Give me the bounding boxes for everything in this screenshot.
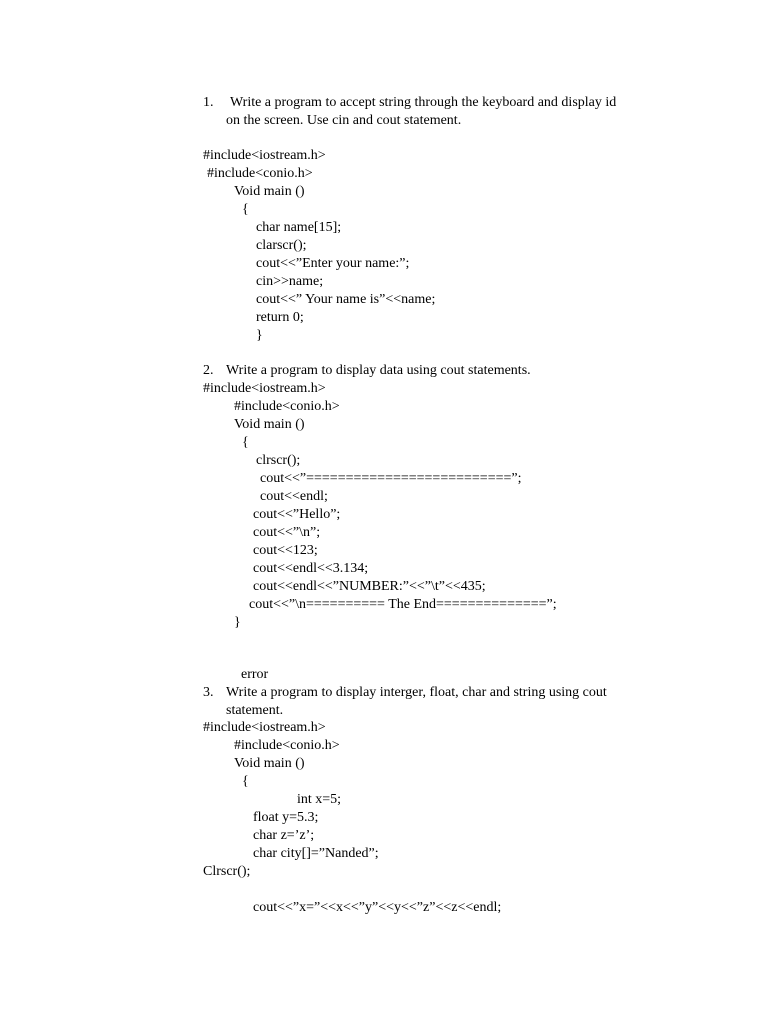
q3-heading-line-1: Write a program to display interger, float, char and string using cout: [226, 685, 607, 700]
q1-code-line: clarscr();: [256, 238, 307, 253]
q2-code-line: #include<iostream.h>: [203, 381, 326, 396]
q1-code-line: return 0;: [256, 310, 304, 325]
q2-note: error: [241, 667, 269, 682]
q1-code-line: char name[15];: [256, 220, 342, 235]
q2-code-line: cout<<”\n========== The End==============”;: [249, 597, 557, 612]
q1-code-line: {: [242, 202, 249, 217]
q3-code-line: cout<<”x=”<<x<<”y”<<y<<”z”<<z<<endl;: [253, 900, 502, 915]
q1-number: 1.: [203, 95, 214, 110]
q1-code-line: cin>>name;: [256, 274, 324, 289]
q3-code-line: int x=5;: [297, 792, 342, 807]
q2-code-line: cout<<endl<<”NUMBER:”<<”\t”<<435;: [253, 579, 486, 594]
q2-code-line: {: [242, 435, 249, 450]
q1-heading-line-1: Write a program to accept string through the keyboard and display id: [230, 95, 617, 110]
q2-code-line: clrscr();: [256, 453, 301, 468]
q3-code-line: char z=’z’;: [253, 828, 315, 843]
q2-heading: Write a program to display data using cout statements.: [226, 363, 531, 378]
q3-code-line: float y=5.3;: [253, 810, 319, 825]
q2-code-line: cout<<”==========================”;: [260, 471, 522, 486]
q1-code-line: cout<<” Your name is”<<name;: [256, 292, 436, 307]
q1-heading-line-2: on the screen. Use cin and cout statement.: [226, 113, 462, 128]
q3-code-line: #include<iostream.h>: [203, 720, 326, 735]
q1-code-line: Void main (): [234, 184, 305, 199]
q3-code-line: Void main (): [234, 756, 305, 771]
q3-code-line: Clrscr();: [203, 864, 251, 879]
q3-code-line: {: [242, 774, 249, 789]
q1-code-line: cout<<”Enter your name:”;: [256, 256, 410, 271]
q2-code-line: #include<conio.h>: [234, 399, 340, 414]
q3-number: 3.: [203, 685, 214, 700]
q1-code-line: }: [256, 328, 263, 343]
q3-code-line: #include<conio.h>: [234, 738, 340, 753]
q2-code-line: cout<<endl<<3.134;: [253, 561, 369, 576]
q2-code-line: Void main (): [234, 417, 305, 432]
q2-code-line: }: [234, 615, 241, 630]
q2-code-line: cout<<endl;: [260, 489, 328, 504]
q3-heading-line-2: statement.: [226, 703, 284, 718]
q2-code-line: cout<<”Hello”;: [253, 507, 341, 522]
q3-code-line: char city[]=”Nanded”;: [253, 846, 379, 861]
q1-code-line: #include<iostream.h>: [203, 148, 326, 163]
q2-number: 2.: [203, 363, 214, 378]
q2-code-line: cout<<”\n”;: [253, 525, 321, 540]
q1-code-line: #include<conio.h>: [207, 166, 313, 181]
q2-code-line: cout<<123;: [253, 543, 318, 558]
